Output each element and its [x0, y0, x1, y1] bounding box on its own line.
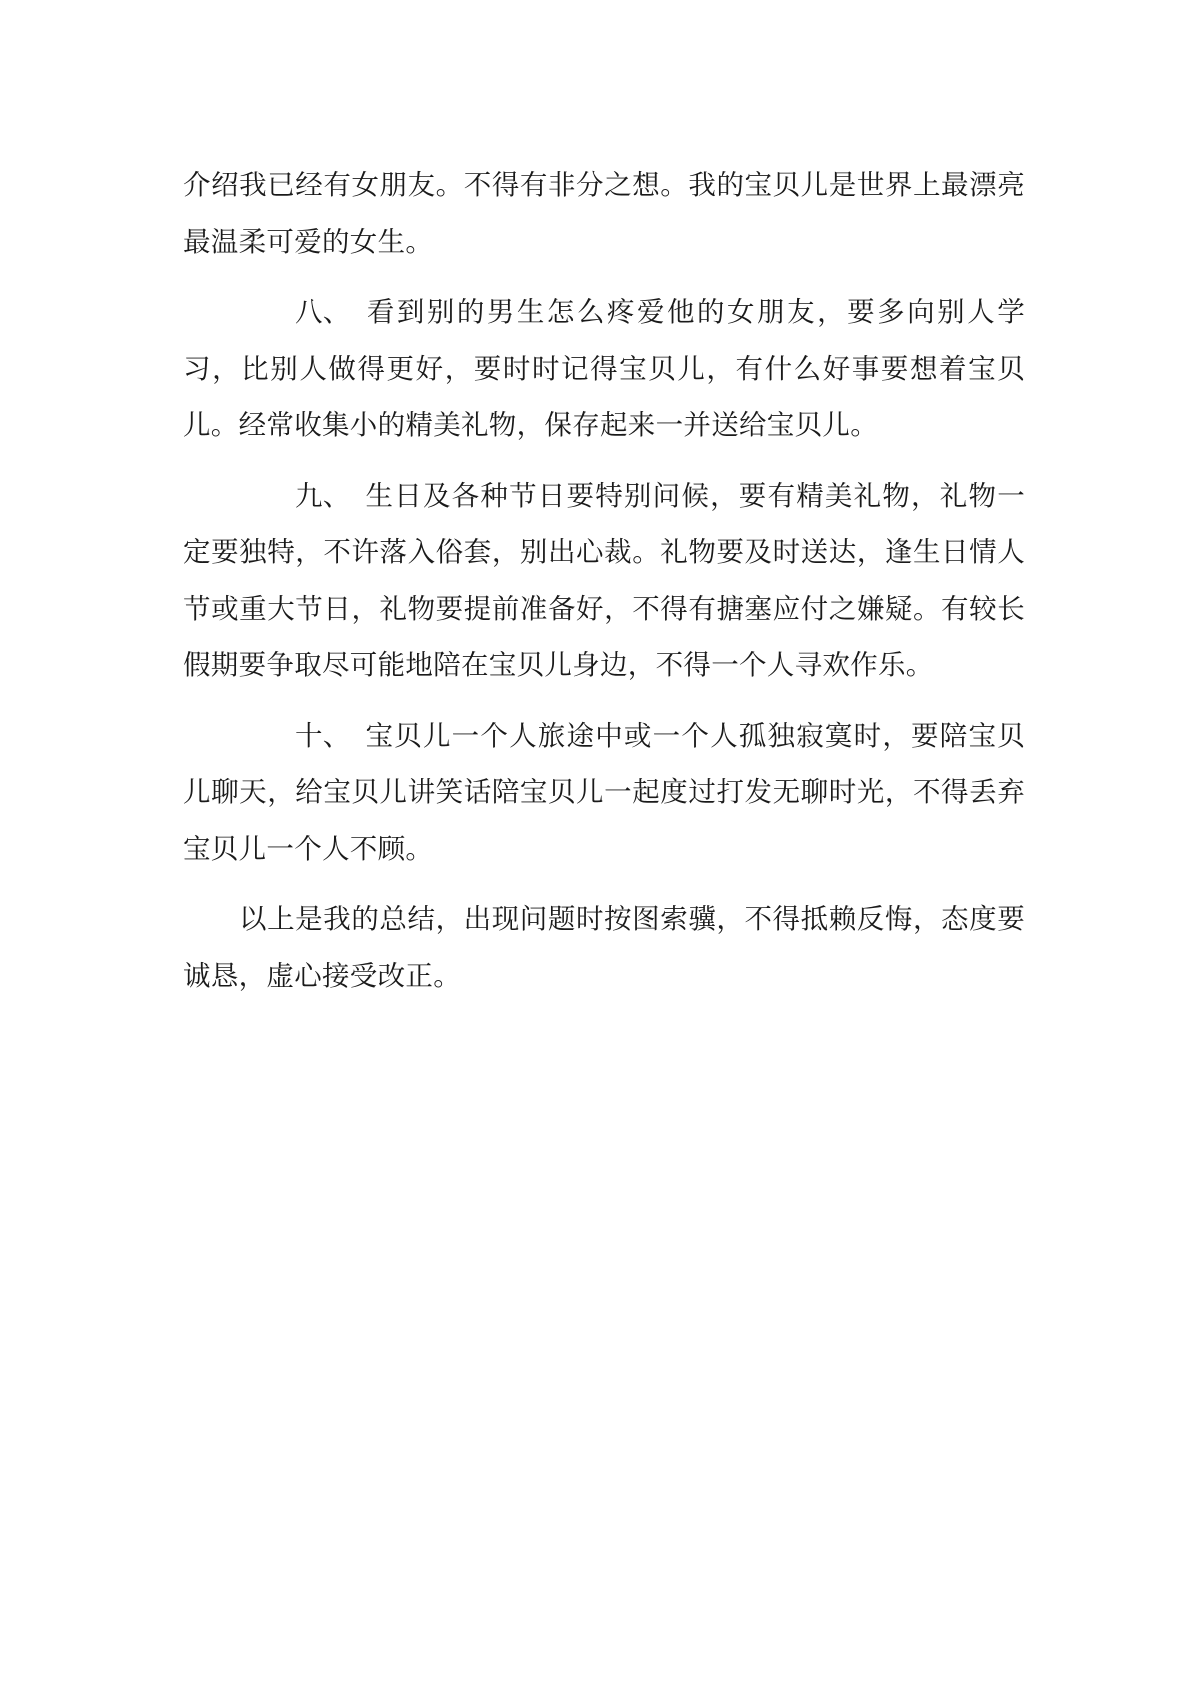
paragraph-text: 看到别的男生怎么疼爱他的女朋友，要多向别人学习，比别人做得更好，要时时记得宝贝儿，有什么好事要想着宝贝儿。经常收集小的精美礼物，保存起来一并送给宝贝儿。: [183, 296, 1025, 441]
paragraph-text: 以上是我的总结，出现问题时按图索骥，不得抵赖反悔，态度要诚恳，虚心接受改正。: [183, 903, 1025, 992]
paragraph-number: 八、: [295, 296, 351, 328]
paragraph-text: 介绍我已经有女朋友。不得有非分之想。我的宝贝儿是世界上最漂亮最温柔可爱的女生。: [183, 169, 1025, 258]
paragraph-text: 生日及各种节日要特别问候，要有精美礼物，礼物一定要独特，不许落入俗套，别出心裁。礼物要及时送达，逢生日情人节或重大节日，礼物要提前准备好，不得有搪塞应付之嫌疑。有较长假期要争取尽可能地陪在宝贝儿身边，不得一个人寻欢作乐。: [183, 479, 1025, 681]
paragraph-continuation: [183, 157, 1025, 270]
paragraph-number: 十、: [295, 719, 351, 752]
paragraph-number: 九、: [295, 479, 351, 512]
document-body: [183, 157, 1025, 1018]
paragraph-summary: [183, 891, 1025, 1004]
paragraph-item-9: [183, 468, 1025, 694]
paragraph-item-8: [183, 284, 1025, 454]
paragraph-text: 宝贝儿一个人旅途中或一个人孤独寂寞时，要陪宝贝儿聊天，给宝贝儿讲笑话陪宝贝儿一起度过打发无聊时光，不得丢弃宝贝儿一个人不顾。: [183, 719, 1025, 865]
paragraph-item-10: [183, 708, 1025, 878]
